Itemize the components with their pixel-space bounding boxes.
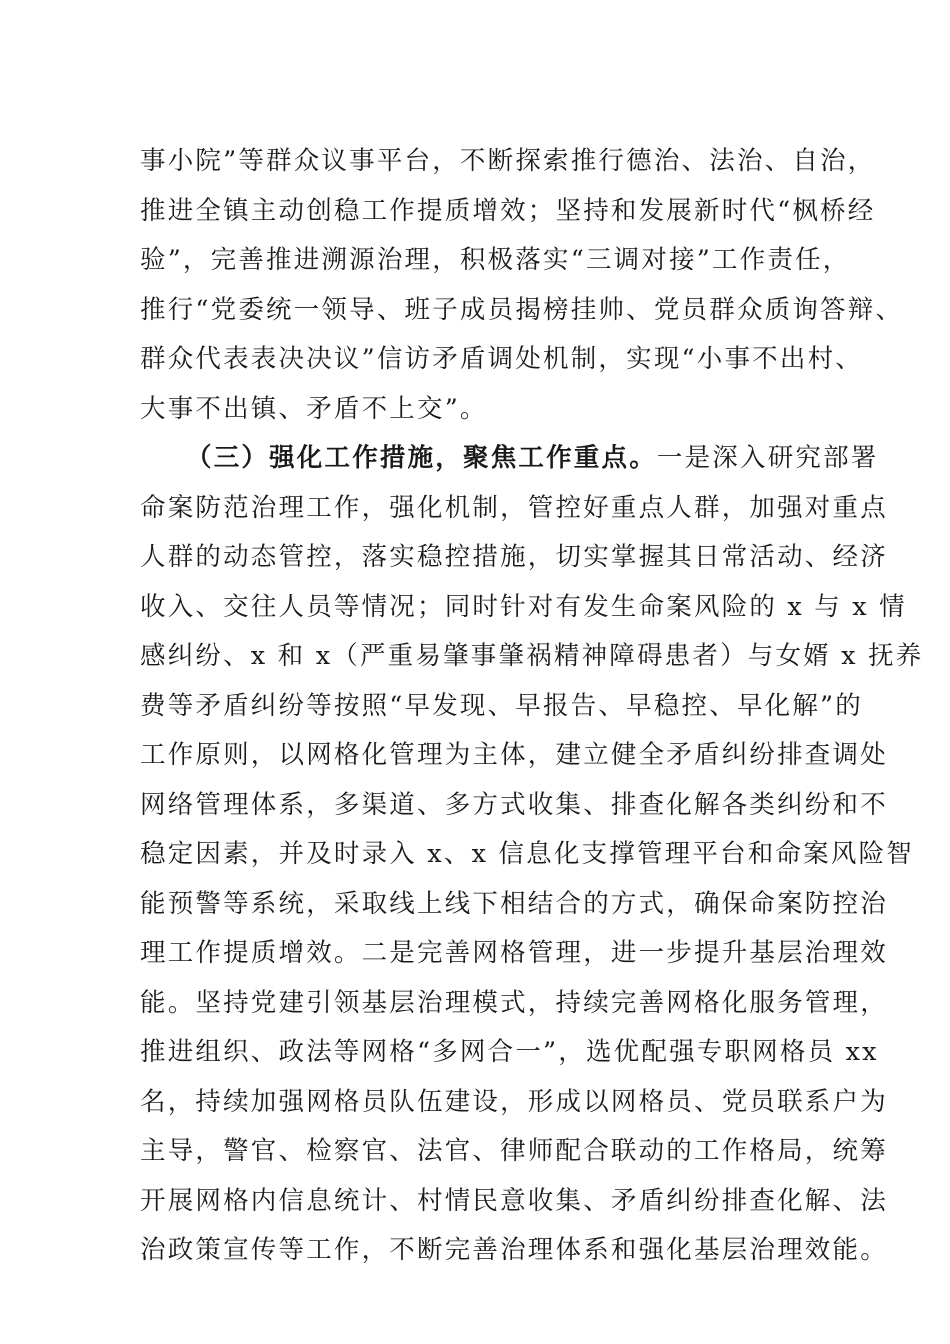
- body-text-line: 网络管理体系，多渠道、多方式收集、排查化解各类纠纷和不: [140, 790, 888, 820]
- body-text-line: 开展网格内信息统计、村情民意收集、矛盾纠纷排查化解、法: [140, 1186, 888, 1216]
- body-text-line: 名，持续加强网格员队伍建设，形成以网格员、党员联系户为: [140, 1087, 888, 1117]
- body-text-line: 治政策宣传等工作，不断完善治理体系和强化基层治理效能。: [140, 1235, 888, 1265]
- section-first-line: [186, 441, 879, 475]
- section-heading: （三）强化工作措施，聚焦工作重点。: [186, 443, 657, 473]
- body-text-line: 理工作提质增效。二是完善网格管理，进一步提升基层治理效: [140, 938, 888, 968]
- body-text-line: 推进组织、政法等网格“多网合一”，选优配强专职网格员 xx: [140, 1037, 879, 1067]
- body-text-line: 收入、交往人员等情况；同时针对有发生命案风险的 x 与 x 情: [140, 592, 907, 622]
- body-text-line: 推行“党委统一领导、班子成员揭榜挂帅、党员群众质询答辩、: [140, 295, 904, 325]
- body-text-line: 群众代表表决决议”信访矛盾调处机制，实现“小事不出村、: [140, 344, 863, 374]
- body-text-line: 验”，完善推进溯源治理，积极落实“三调对接”工作责任，: [140, 245, 851, 275]
- body-text-line: 能预警等系统，采取线上线下相结合的方式，确保命案防控治: [140, 889, 888, 919]
- body-text-line: 能。坚持党建引领基层治理模式，持续完善网格化服务管理，: [140, 988, 888, 1018]
- body-text-line: 大事不出镇、矛盾不上交”。: [140, 394, 488, 424]
- body-text-line: 工作原则，以网格化管理为主体，建立健全矛盾纠纷排查调处: [140, 740, 888, 770]
- body-text-line: 人群的动态管控，落实稳控措施，切实掌握其日常活动、经济: [140, 542, 888, 572]
- body-text-line: 稳定因素，并及时录入 x、x 信息化支撑管理平台和命案风险智: [140, 839, 914, 869]
- section-first-line-text: 一是深入研究部署: [656, 443, 879, 473]
- body-text-line: 推进全镇主动创稳工作提质增效；坚持和发展新时代“枫桥经: [140, 196, 876, 226]
- body-text-line: 事小院”等群众议事平台，不断探索推行德治、法治、自治，: [140, 146, 876, 176]
- body-text-line: 感纠纷、x 和 x（严重易肇事肇祸精神障碍患者）与女婿 x 抚养: [140, 641, 924, 671]
- body-text-line: 命案防范治理工作，强化机制，管控好重点人群，加强对重点: [140, 493, 888, 523]
- body-text-line: 费等矛盾纠纷等按照“早发现、早报告、早稳控、早化解”的: [140, 691, 863, 721]
- body-text-line: 主导，警官、检察官、法官、律师配合联动的工作格局，统筹: [140, 1136, 888, 1166]
